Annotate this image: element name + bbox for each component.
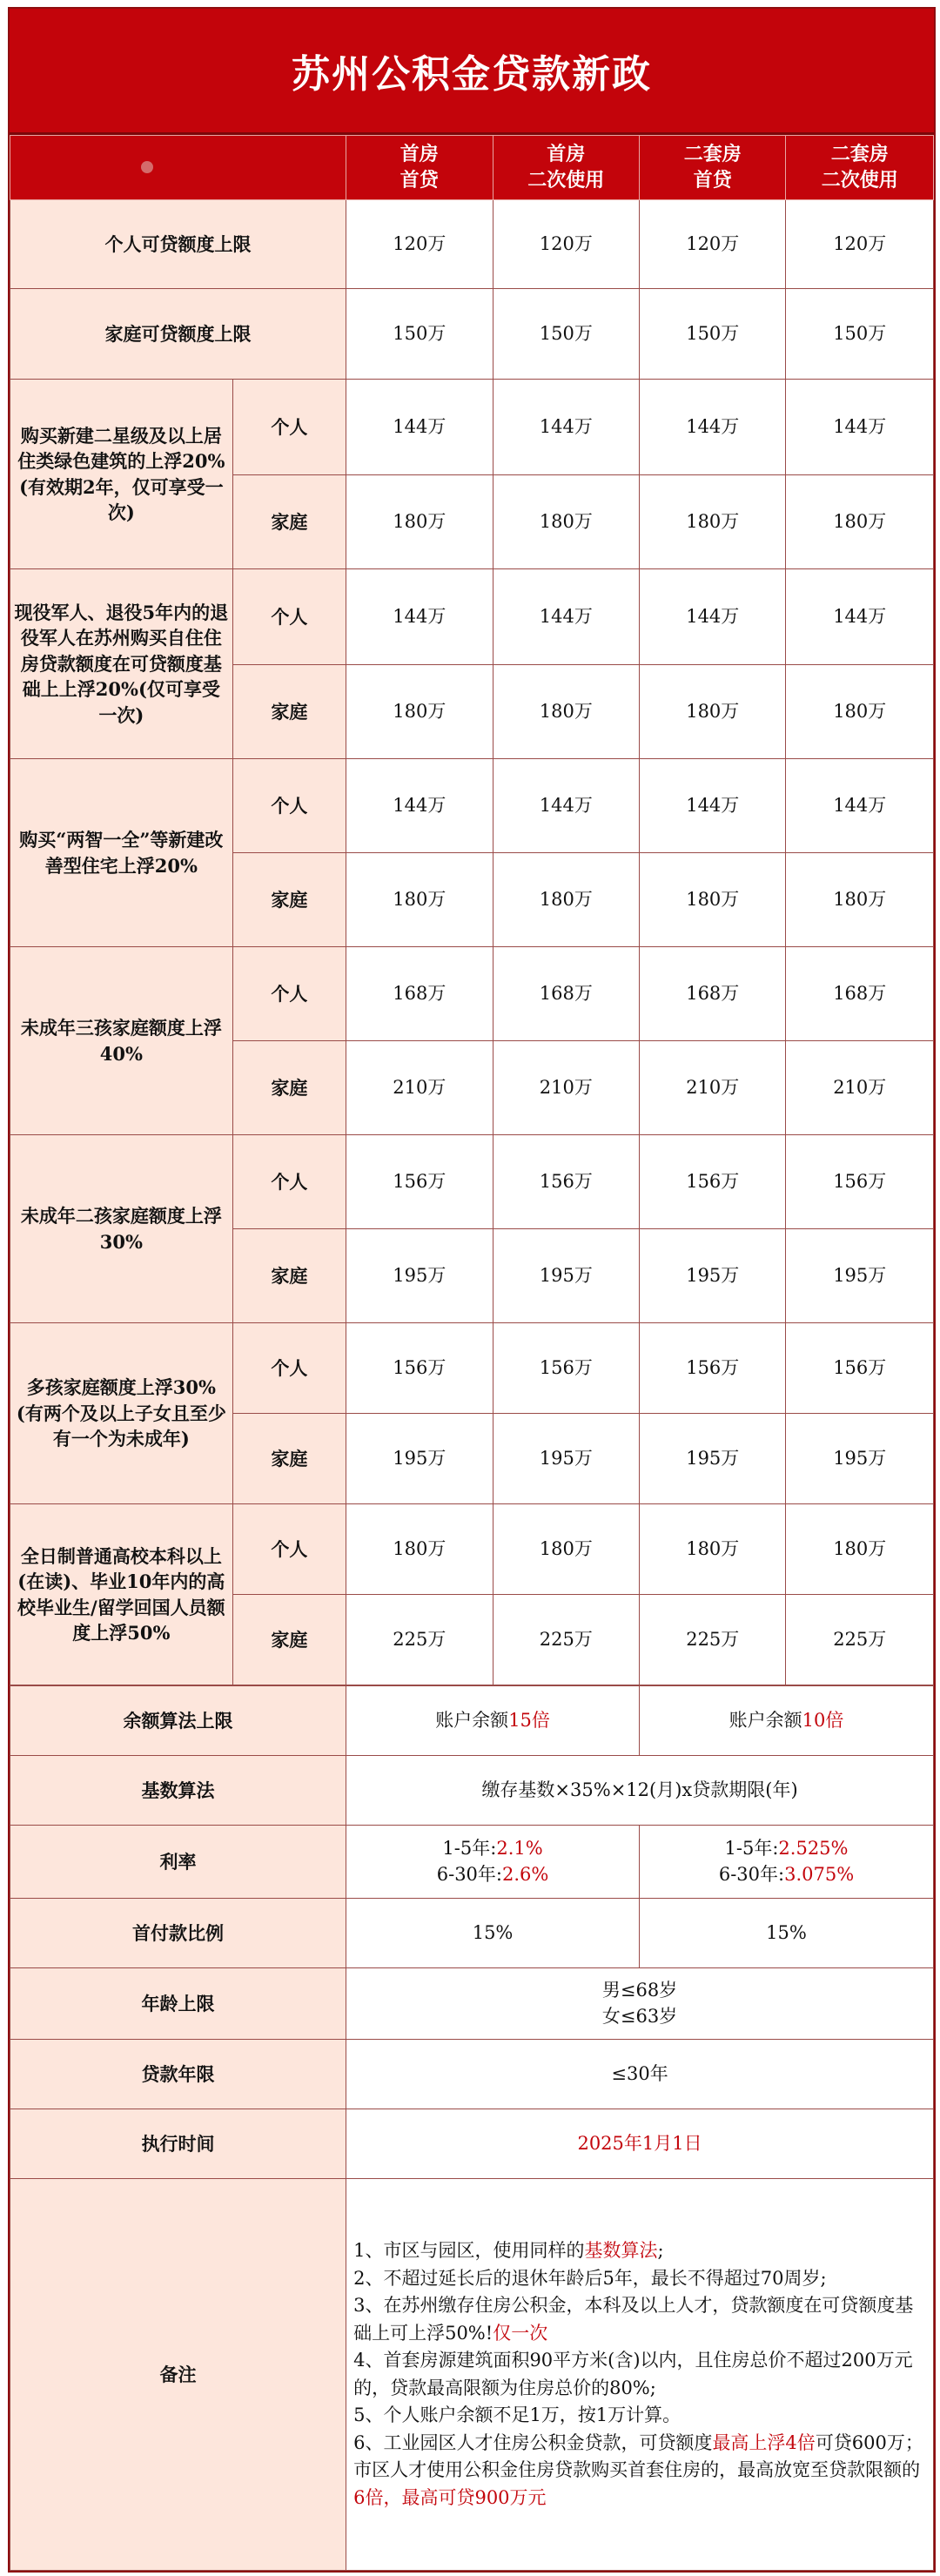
effective-date-row <box>10 2109 934 2179</box>
sub-label: 家庭 <box>232 475 346 569</box>
rate-row <box>10 1826 934 1899</box>
sub-label: 个人 <box>232 380 346 475</box>
cell-value: 180万 <box>640 475 786 569</box>
cell-value: 195万 <box>640 1414 786 1504</box>
table-row <box>10 200 934 289</box>
cell-value: 2025年1月1日 <box>346 2109 934 2179</box>
group-label: 多孩家庭额度上浮30%(有两个及以上子女且至少有一个为未成年) <box>10 1323 233 1504</box>
page-title: 苏州公积金贷款新政 <box>10 9 934 135</box>
cell-value: 150万 <box>640 289 786 380</box>
cell-value: 210万 <box>346 1041 493 1135</box>
cell-value: 210万 <box>786 1041 934 1135</box>
cell-value: 180万 <box>493 475 639 569</box>
cell-value: 156万 <box>640 1323 786 1414</box>
policy-table <box>10 135 934 1685</box>
row-label: 首付款比例 <box>10 1899 346 1968</box>
sub-label: 家庭 <box>232 1041 346 1135</box>
group-label: 全日制普通高校本科以上(在读)、毕业10年内的高校毕业生/留学回国人员额度上浮50% <box>10 1504 233 1685</box>
sub-label: 个人 <box>232 1504 346 1595</box>
table-row <box>10 569 934 665</box>
cell-value: 120万 <box>640 200 786 289</box>
sub-label: 个人 <box>232 759 346 853</box>
group-label: 未成年三孩家庭额度上浮40% <box>10 947 233 1135</box>
cell-value: 120万 <box>493 200 639 289</box>
down-payment-row <box>10 1899 934 1968</box>
row-label: 贷款年限 <box>10 2040 346 2109</box>
cell-value: 150万 <box>493 289 639 380</box>
cell-value: 账户余额10倍 <box>640 1686 934 1756</box>
cell-value: 144万 <box>493 759 639 853</box>
balance-limit-row <box>10 1686 934 1756</box>
cell-value: 225万 <box>786 1595 934 1685</box>
cell-value: 缴存基数×35%×12(月)x贷款期限(年) <box>346 1756 934 1826</box>
col-header: 首房 首贷 <box>346 136 493 200</box>
sub-label: 家庭 <box>232 1414 346 1504</box>
row-label: 执行时间 <box>10 2109 346 2179</box>
sub-label: 个人 <box>232 1323 346 1414</box>
cell-value: 账户余额15倍 <box>346 1686 640 1756</box>
cell-value: 210万 <box>640 1041 786 1135</box>
cell-value: 180万 <box>786 665 934 759</box>
cell-value: 144万 <box>786 759 934 853</box>
cell-value: 15% <box>640 1899 934 1968</box>
cell-value: 180万 <box>346 1504 493 1595</box>
cell-value: 144万 <box>493 380 639 475</box>
cell-value: 225万 <box>493 1595 639 1685</box>
cell-value: 120万 <box>346 200 493 289</box>
cell-value: 225万 <box>346 1595 493 1685</box>
cell-value: 144万 <box>346 759 493 853</box>
cell-value: 144万 <box>640 759 786 853</box>
cell-value: 144万 <box>786 380 934 475</box>
group-label: 现役军人、退役5年内的退役军人在苏州购买自住住房贷款额度在可贷额度基础上上浮20%(仅可享受一次) <box>10 569 233 759</box>
loan-term-row <box>10 2040 934 2109</box>
cell-value: 180万 <box>346 665 493 759</box>
cell-value: 144万 <box>786 569 934 665</box>
cell-value: 144万 <box>346 569 493 665</box>
notes-row <box>10 2179 934 2571</box>
cell-value: 168万 <box>346 947 493 1041</box>
cell-value: 180万 <box>346 853 493 947</box>
cell-value: 168万 <box>640 947 786 1041</box>
cell-value: 156万 <box>640 1135 786 1229</box>
cell-value: 156万 <box>346 1135 493 1229</box>
cell-value: 156万 <box>346 1323 493 1414</box>
row-label: 家庭可贷额度上限 <box>10 289 346 380</box>
notes-text: 1、市区与园区，使用同样的基数算法; 2、不超过延长后的退休年龄后5年，最长不得超过70周岁; 3、在苏州缴存住房公积金，本科及以上人才，贷款额度在可贷额度基础上可上浮50%!仅一次 4、首套房源建筑面积90平方米(含)以内，且住房总价不超过200万元的，贷款最高限额为住房总价的80%; 5、个人账户余额不足1万，按1万计算。 6、工业园区人才住房公积金贷款，可贷额度最高上浮4倍可贷600万；市区人才使用公积金住房贷款购买首套住房的，最高放宽至贷款限额的6倍，最高可贷900万元 <box>346 2179 934 2571</box>
cell-value: 180万 <box>640 1504 786 1595</box>
group-label: 购买“两智一全”等新建改善型住宅上浮20% <box>10 759 233 947</box>
row-label: 基数算法 <box>10 1756 346 1826</box>
table-row <box>10 1135 934 1229</box>
cell-value: ≤30年 <box>346 2040 934 2109</box>
cell-value: 195万 <box>493 1229 639 1323</box>
sub-label: 家庭 <box>232 1595 346 1685</box>
col-header: 二套房 二次使用 <box>786 136 934 200</box>
sub-label: 家庭 <box>232 665 346 759</box>
cell-value: 168万 <box>786 947 934 1041</box>
cell-value: 180万 <box>640 853 786 947</box>
row-label: 年龄上限 <box>10 1968 346 2040</box>
cell-value: 210万 <box>493 1041 639 1135</box>
cell-value: 195万 <box>493 1414 639 1504</box>
cell-value: 156万 <box>786 1323 934 1414</box>
cell-value: 144万 <box>640 380 786 475</box>
cell-value: 195万 <box>640 1229 786 1323</box>
table-row <box>10 759 934 853</box>
sub-label: 家庭 <box>232 853 346 947</box>
header-row <box>10 136 934 200</box>
sub-label: 个人 <box>232 947 346 1041</box>
policy-sheet <box>8 7 936 2573</box>
logo-mark-icon <box>141 161 153 173</box>
cell-value: 180万 <box>786 1504 934 1595</box>
group-label: 购买新建二星级及以上居住类绿色建筑的上浮20%(有效期2年，仅可享受一次) <box>10 380 233 569</box>
cell-value: 156万 <box>493 1135 639 1229</box>
base-formula-row <box>10 1756 934 1826</box>
cell-value: 1-5年:2.525% 6-30年:3.075% <box>640 1826 934 1899</box>
cell-value: 156万 <box>786 1135 934 1229</box>
group-label: 未成年二孩家庭额度上浮30% <box>10 1135 233 1323</box>
age-limit-row <box>10 1968 934 2040</box>
cell-value: 168万 <box>493 947 639 1041</box>
cell-value: 180万 <box>786 853 934 947</box>
sub-label: 家庭 <box>232 1229 346 1323</box>
cell-value: 195万 <box>346 1229 493 1323</box>
policy-table-lower <box>10 1685 934 2571</box>
cell-value: 150万 <box>786 289 934 380</box>
row-label: 余额算法上限 <box>10 1686 346 1756</box>
cell-value: 180万 <box>493 853 639 947</box>
table-row <box>10 380 934 475</box>
cell-value: 120万 <box>786 200 934 289</box>
cell-value: 195万 <box>786 1414 934 1504</box>
cell-value: 195万 <box>346 1414 493 1504</box>
cell-value: 180万 <box>786 475 934 569</box>
cell-value: 225万 <box>640 1595 786 1685</box>
cell-value: 180万 <box>346 475 493 569</box>
table-row <box>10 1323 934 1414</box>
cell-value: 180万 <box>493 1504 639 1595</box>
cell-value: 男≤68岁 女≤63岁 <box>346 1968 934 2040</box>
cell-value: 195万 <box>786 1229 934 1323</box>
sub-label: 个人 <box>232 569 346 665</box>
table-row <box>10 289 934 380</box>
col-header: 二套房 首贷 <box>640 136 786 200</box>
cell-value: 15% <box>346 1899 640 1968</box>
cell-value: 144万 <box>640 569 786 665</box>
row-label: 利率 <box>10 1826 346 1899</box>
table-row <box>10 1504 934 1595</box>
cell-value: 1-5年:2.1% 6-30年:2.6% <box>346 1826 640 1899</box>
col-header: 首房 二次使用 <box>493 136 639 200</box>
row-label: 备注 <box>10 2179 346 2571</box>
row-label: 个人可贷额度上限 <box>10 200 346 289</box>
cell-value: 180万 <box>493 665 639 759</box>
cell-value: 144万 <box>493 569 639 665</box>
cell-value: 144万 <box>346 380 493 475</box>
cell-value: 156万 <box>493 1323 639 1414</box>
sub-label: 个人 <box>232 1135 346 1229</box>
table-row <box>10 947 934 1041</box>
cell-value: 180万 <box>640 665 786 759</box>
cell-value: 150万 <box>346 289 493 380</box>
